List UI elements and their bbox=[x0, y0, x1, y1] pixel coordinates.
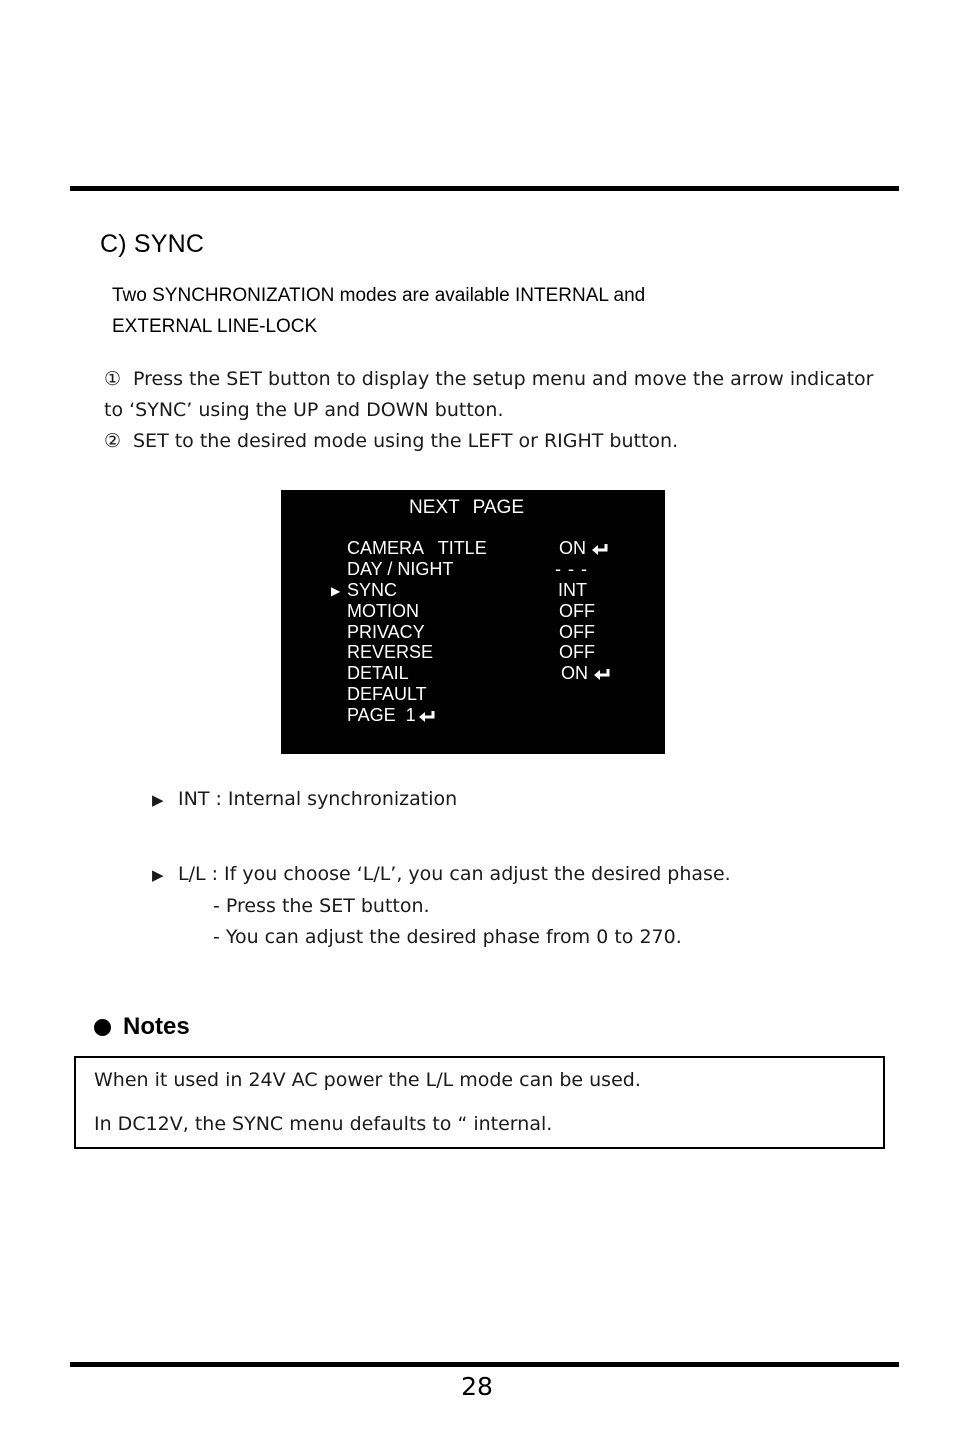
osd-row-value bbox=[559, 538, 610, 559]
osd-row-reverse bbox=[329, 642, 659, 663]
selection-arrow-icon: ▶ bbox=[331, 584, 341, 598]
enter-arrow-icon bbox=[593, 668, 612, 681]
osd-row-label bbox=[347, 705, 437, 726]
osd-menu-screenshot bbox=[281, 490, 665, 754]
osd-label-text: PAGE 1 bbox=[347, 705, 416, 725]
page-number: 28 bbox=[461, 1372, 493, 1401]
osd-row-label: PRIVACY bbox=[347, 622, 425, 642]
osd-row-value: OFF bbox=[559, 642, 595, 662]
osd-row-label: REVERSE bbox=[347, 642, 434, 662]
osd-row-day-night bbox=[329, 559, 659, 580]
osd-row-privacy bbox=[329, 622, 659, 643]
osd-row-label: DEFAULT bbox=[347, 684, 427, 704]
osd-row-value: INT bbox=[558, 580, 587, 600]
osd-row-label: CAMERA TITLE bbox=[347, 538, 487, 558]
osd-value-text: ON bbox=[559, 538, 586, 558]
option-text: INT : Internal synchronization bbox=[178, 788, 458, 810]
enter-arrow-icon bbox=[418, 710, 437, 723]
step-2 bbox=[104, 426, 924, 457]
osd-value-text: ON bbox=[561, 663, 588, 683]
option-text: L/L : If you choose ‘L/L’, you can adjust the desired phase. bbox=[178, 863, 731, 885]
osd-row-value bbox=[561, 663, 612, 684]
option-ll bbox=[152, 859, 731, 953]
osd-row-detail bbox=[329, 663, 659, 684]
osd-row-label: MOTION bbox=[347, 601, 419, 621]
bottom-rule bbox=[70, 1362, 899, 1367]
step-continuation: to ‘SYNC’ using the UP and DOWN button. bbox=[104, 399, 504, 421]
osd-row-label: DETAIL bbox=[347, 663, 409, 683]
option-subitem: - You can adjust the desired phase from 0 to 270. bbox=[213, 926, 682, 948]
instruction-steps bbox=[104, 364, 924, 457]
bullet-dot-icon bbox=[94, 1019, 111, 1036]
option-subitem: - Press the SET button. bbox=[213, 895, 430, 917]
notes-heading bbox=[94, 1013, 190, 1041]
osd-row-page bbox=[329, 705, 659, 726]
osd-row-value: OFF bbox=[559, 601, 595, 621]
section-intro bbox=[112, 280, 812, 342]
osd-row-value: - - - bbox=[555, 559, 588, 579]
top-rule bbox=[70, 186, 899, 191]
triangle-bullet-icon: ▶ bbox=[152, 791, 164, 809]
osd-row-label: DAY / NIGHT bbox=[347, 559, 454, 579]
osd-row-default bbox=[329, 684, 659, 705]
osd-row-motion bbox=[329, 601, 659, 622]
enter-arrow-icon bbox=[591, 543, 610, 556]
osd-title: NEXT PAGE bbox=[409, 497, 524, 518]
osd-row-sync bbox=[329, 580, 659, 601]
note-line: When it used in 24V AC power the L/L mode can be used. bbox=[94, 1069, 641, 1091]
osd-row-value: OFF bbox=[559, 622, 595, 642]
notes-box bbox=[74, 1056, 885, 1149]
note-line: In DC12V, the SYNC menu defaults to “ internal. bbox=[94, 1113, 553, 1135]
step-text: Press the SET button to display the setup menu and move the arrow indicator bbox=[133, 368, 874, 390]
step-number: ② bbox=[104, 430, 122, 452]
osd-row-label: SYNC bbox=[347, 580, 398, 600]
step-number: ① bbox=[104, 368, 122, 390]
intro-line: Two SYNCHRONIZATION modes are available INTERNAL and bbox=[112, 285, 646, 306]
step-text: SET to the desired mode using the LEFT or RIGHT button. bbox=[133, 430, 679, 452]
notes-title: Notes bbox=[123, 1013, 190, 1040]
section-title: C) SYNC bbox=[100, 230, 205, 258]
intro-line: EXTERNAL LINE-LOCK bbox=[112, 316, 318, 337]
osd-row-camera-title bbox=[329, 538, 659, 559]
option-int bbox=[152, 784, 457, 816]
step-1 bbox=[104, 364, 924, 395]
triangle-bullet-icon: ▶ bbox=[152, 866, 164, 884]
